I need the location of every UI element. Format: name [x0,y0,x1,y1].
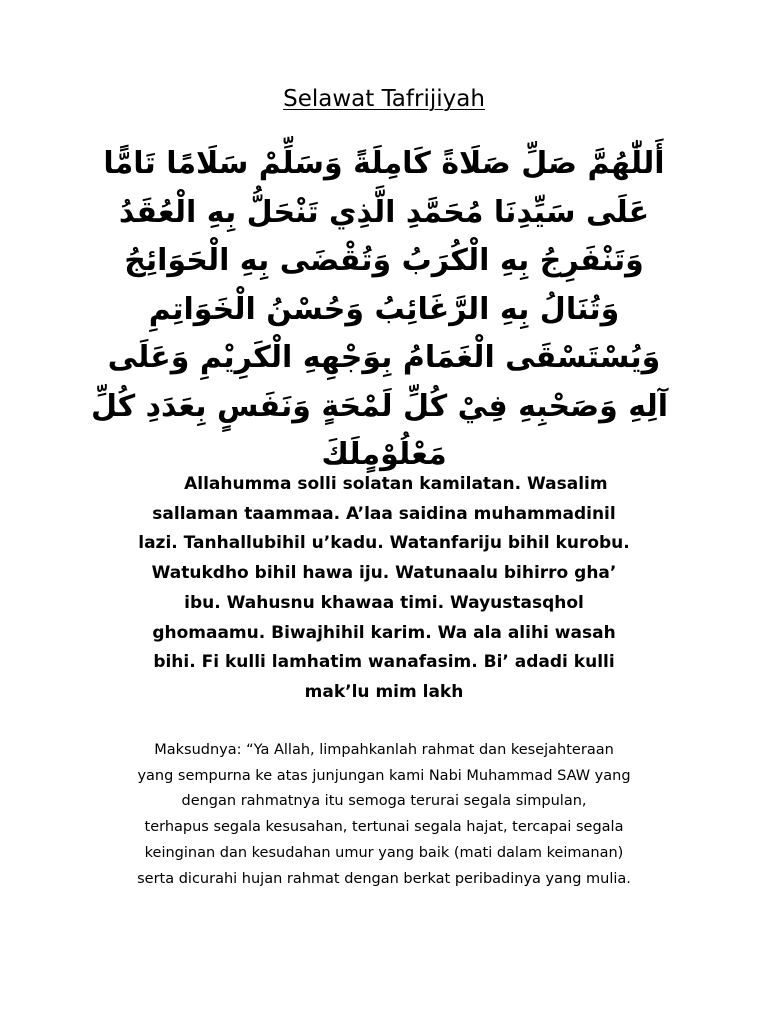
meaning-line: yang sempurna ke atas junjungan kami Nabi Muhammad SAW yang [137,767,631,784]
arabic-line: عَلَى سَيِّدِنَا مُحَمَّدِ الَّذِي تَنْحَلُّ بِهِ الْعُقَدُ [118,194,650,230]
arabic-selawat-text [90,140,668,480]
transliteration-paragraph [110,470,658,708]
arabic-line: وَتُنَالُ بِهِ الرَّغَائِبُ وَحُسْنُ الْخَوَاتِمِ [148,291,620,327]
arabic-line: وَيُسْتَسْقَى الْغَمَامُ بِوَجْهِهِ الْكَرِيْمِ وَعَلَى [107,340,661,375]
meaning-line: keinginan dan kesudahan umur yang baik (mati dalam keimanan) [144,844,624,861]
transliteration-line: ibu. Wahusnu khawaa timi. Wayustasqhol [184,592,584,613]
meaning-line: serta dicurahi hujan rahmat dengan berkat peribadinya yang mulia. [137,870,631,887]
transliteration-line: Watukdho bihil hawa iju. Watunaalu bihirro gha’ [151,563,617,584]
transliteration-line: sallaman taammaa. A’laa saidina muhammadinil [152,503,616,524]
transliteration-line: mak’lu mim lakh [304,681,464,702]
arabic-line: وَتَنْفَرِجُ بِهِ الْكُرَبُ وَتُقْضَى بِهِ الْحَوَائِجُ [124,243,644,278]
document-title: Selawat Tafrijiyah [283,86,485,112]
meaning-line: terhapus segala kesusahan, tertunai segala hajat, tercapai segala [144,819,624,836]
meaning-line: Maksudnya: “Ya Allah, limpahkanlah rahmat dan kesejahteraan [154,742,614,758]
meaning-line: dengan rahmatnya itu semoga terurai segala simpulan, [181,793,587,810]
meaning-paragraph [84,738,684,892]
arabic-line: أَللّٰهُمَّ صَلِّ صَلَاةً كَامِلَةً وَسَلِّمْ سَلَامًا تَامًّا [103,146,665,181]
transliteration-line: bihi. Fi kulli lamhatim wanafasim. Bi’ adadi kulli [153,652,615,673]
arabic-line: مَعْلُوْمٍلَكَ [321,437,447,472]
transliteration-line: ghomaamu. Biwajhihil karim. Wa ala alihi wasah [152,622,616,643]
transliteration-line: Allahumma solli solatan kamilatan. Wasalim [160,474,608,494]
transliteration-line: lazi. Tanhallubihil u’kadu. Watanfariju bihil kurobu. [138,533,630,554]
arabic-line: آلِهِ وَصَحْبِهِ فِيْ كُلِّ لَمْحَةٍ وَنَفَسٍ بِعَدَدِ كُلِّ [90,388,668,424]
